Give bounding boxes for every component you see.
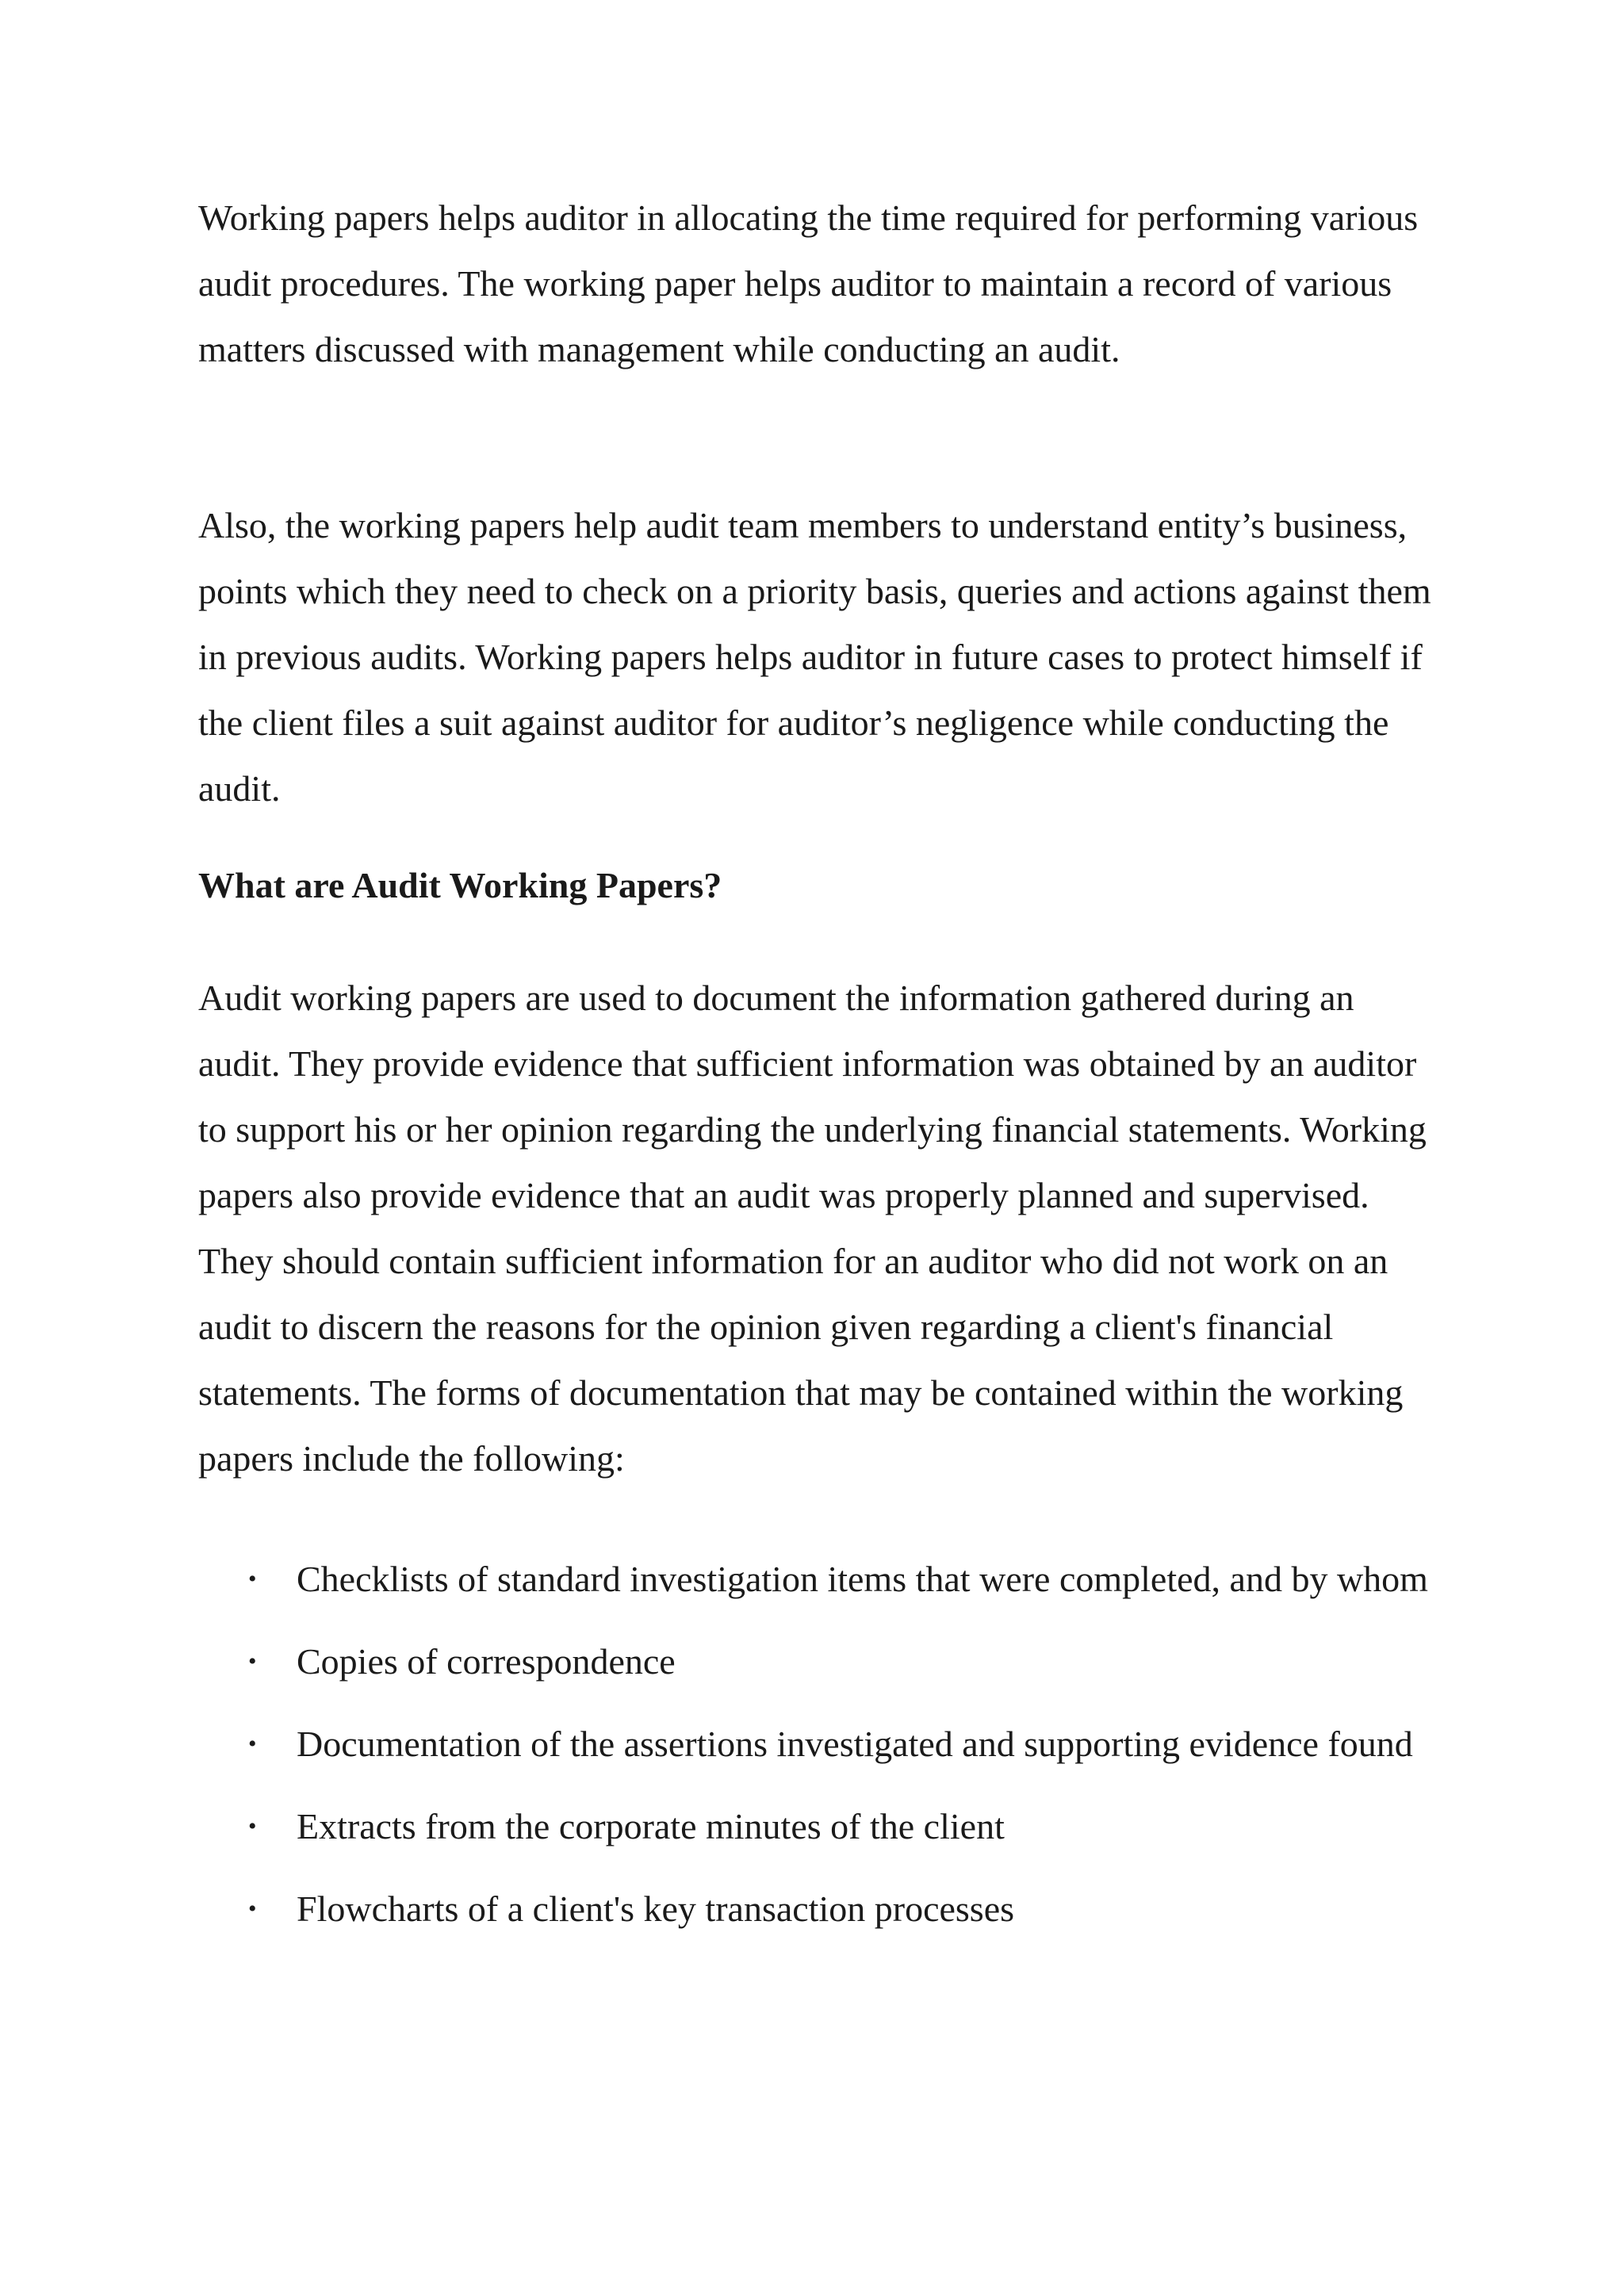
list-item-text: Flowcharts of a client's key transaction processes: [297, 1888, 1015, 1929]
bullet-icon: •: [248, 1566, 257, 1592]
paragraph-team-understanding: Also, the working papers help audit team members to understand entity’s business, points which they need to check on a priority basis, queries and actions against them in previous audits. Working papers helps auditor in future cases to protect himself if the client files a suit against auditor for auditor’s negligence while conducting the audit.: [198, 505, 1431, 809]
list-item: [198, 1876, 1435, 1942]
bullet-icon: •: [248, 1813, 257, 1839]
documentation-list: [198, 1546, 1435, 1958]
section-heading: What are Audit Working Papers?: [198, 865, 722, 905]
list-item: [198, 1628, 1435, 1694]
bullet-icon: •: [248, 1648, 257, 1674]
list-item-text: Checklists of standard investigation items that were completed, and by whom: [297, 1559, 1428, 1599]
list-item-text: Documentation of the assertions investigated and supporting evidence found: [297, 1724, 1413, 1764]
bullet-icon: •: [248, 1896, 257, 1922]
list-item-text: Copies of correspondence: [297, 1641, 676, 1682]
bullet-icon: •: [248, 1731, 257, 1757]
list-item: [198, 1793, 1435, 1859]
list-item-text: Extracts from the corporate minutes of the client: [297, 1806, 1005, 1846]
paragraph-definition: Audit working papers are used to document the information gathered during an audit. They provide evidence that sufficient information was obtained by an auditor to support his or her opinion regarding the underlying financial statements. Working papers also provide evidence that an audit was properly planned and supervised. They should contain sufficient information for an auditor who did not work on an audit to discern the reasons for the opinion given regarding a client's financial statements. The forms of documentation that may be contained within the working papers include the following:: [198, 978, 1427, 1479]
paragraph-working-papers-time: Working papers helps auditor in allocating the time required for performing various audit procedures. The working paper helps auditor to maintain a record of various matters discussed with management while conducting an audit.: [198, 197, 1419, 369]
list-item: [198, 1546, 1435, 1612]
list-item: [198, 1711, 1435, 1777]
